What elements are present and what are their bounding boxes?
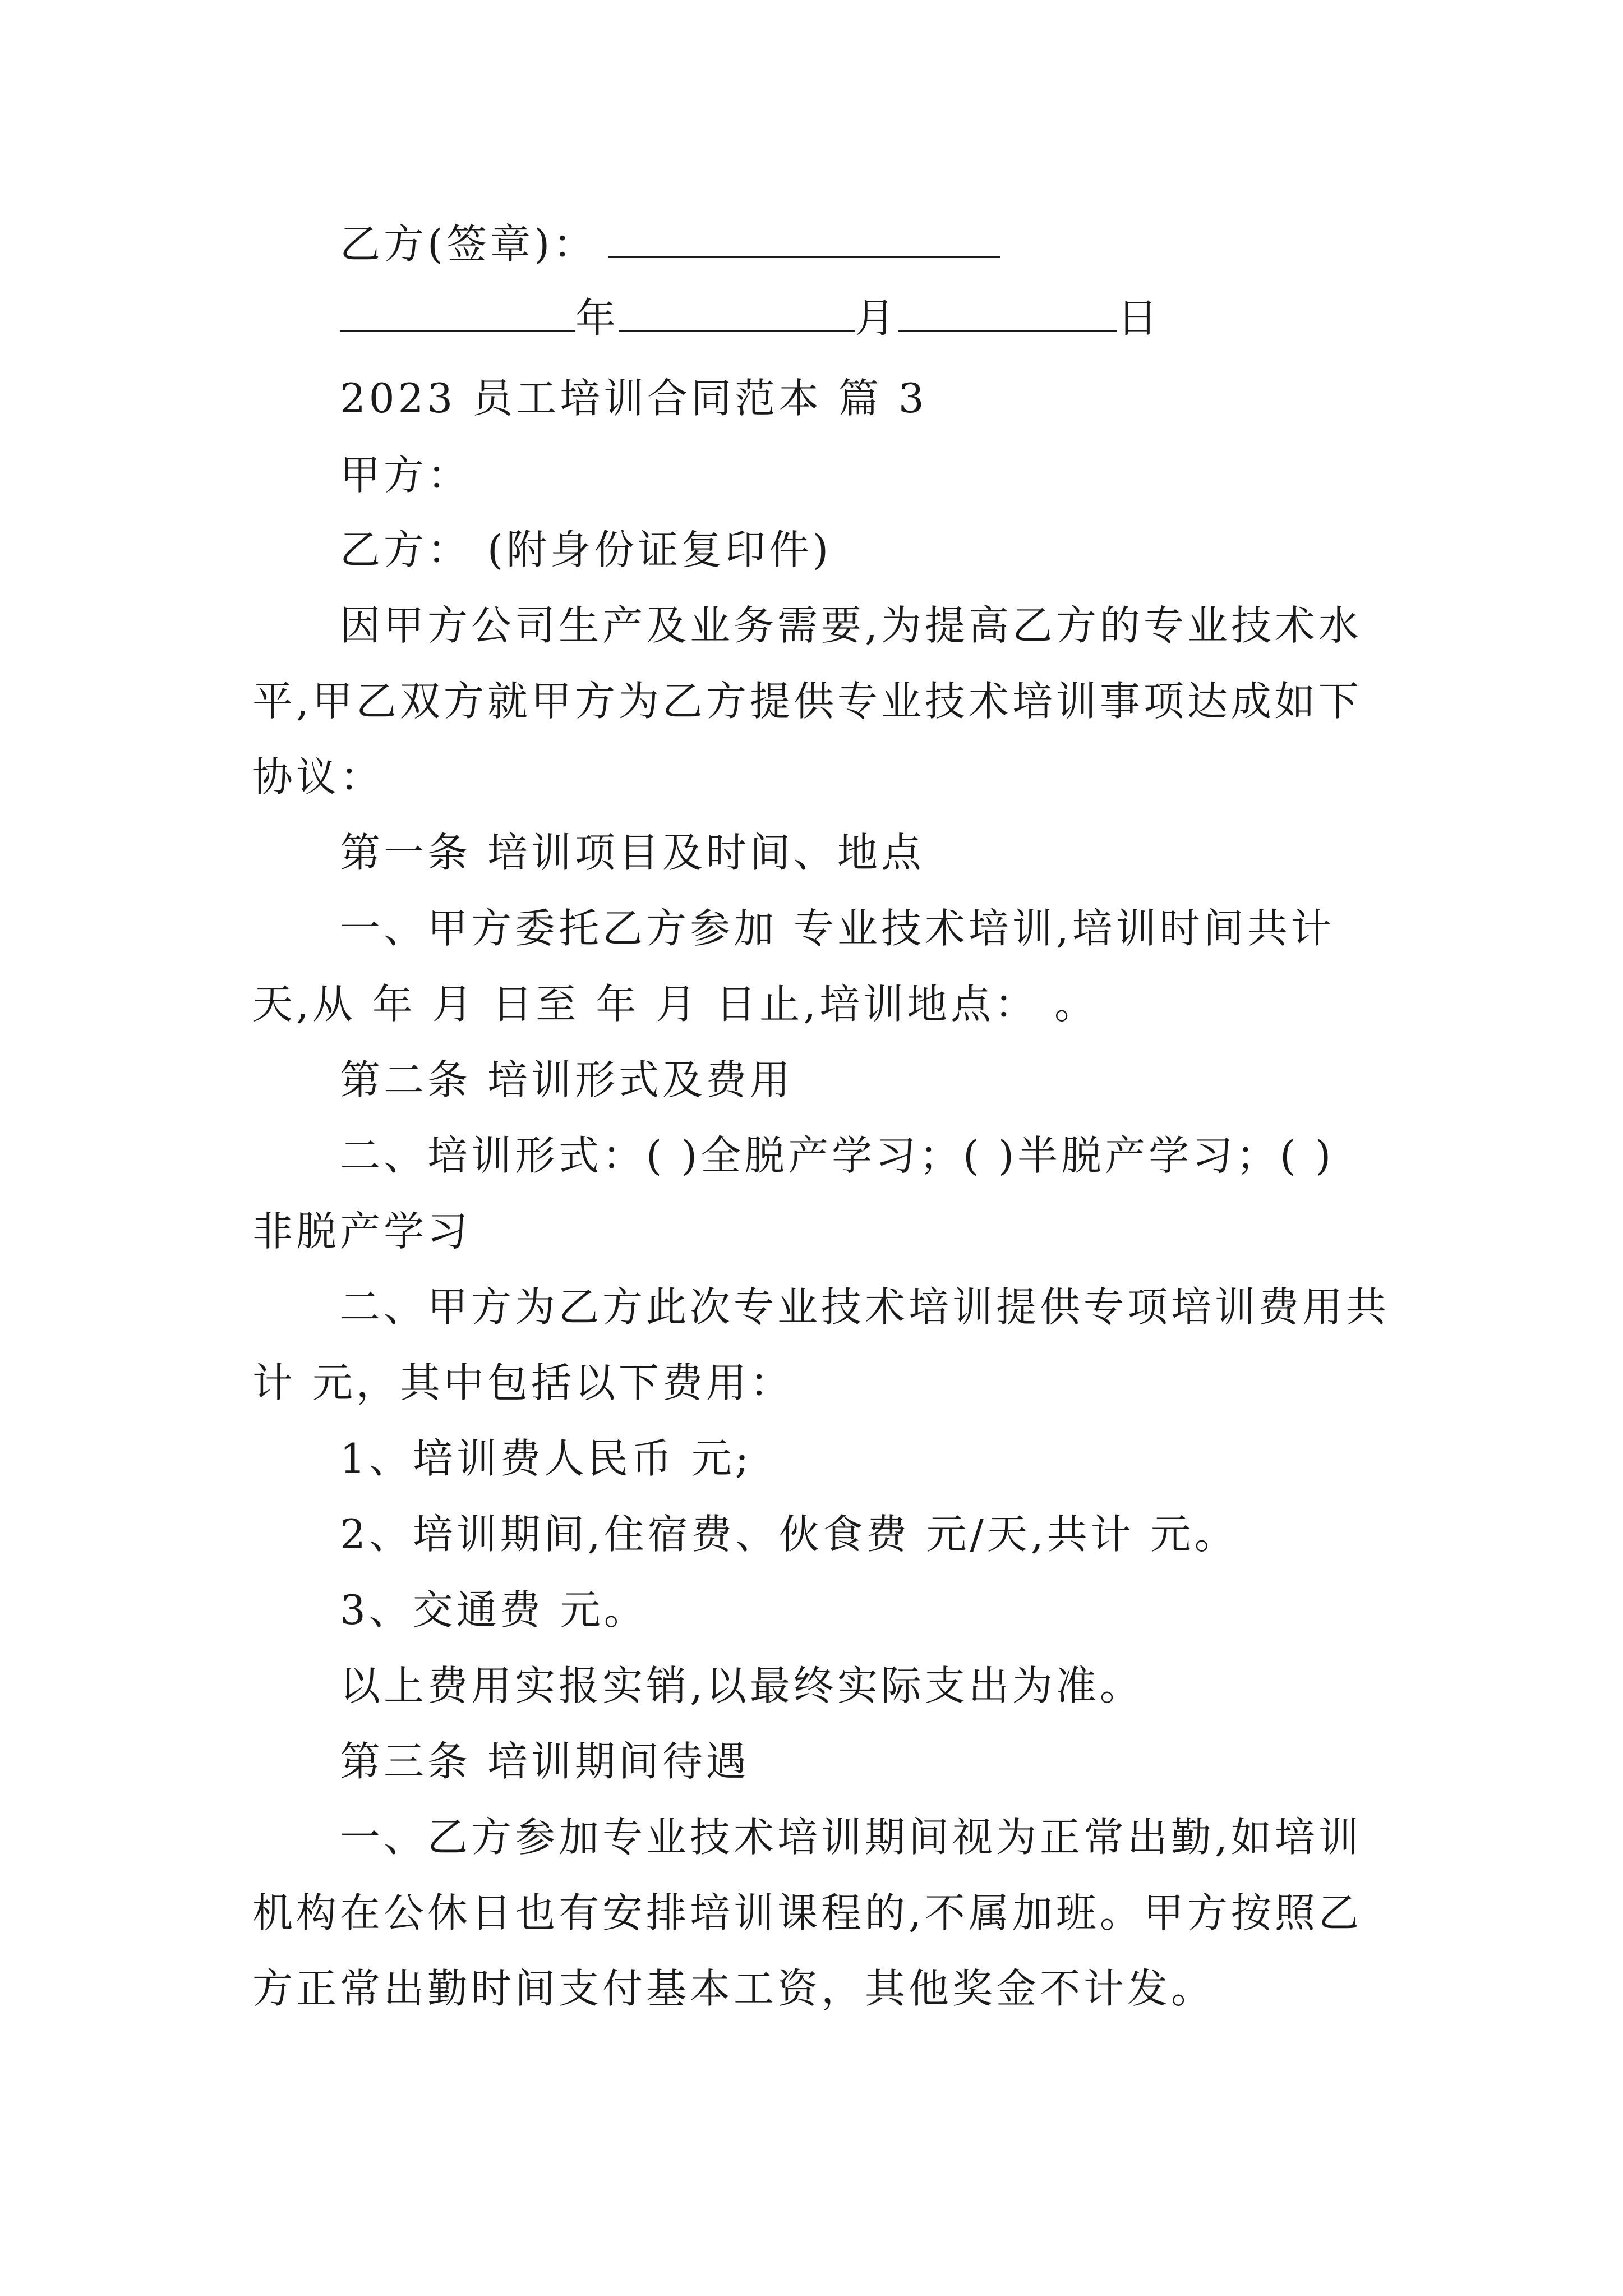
- article-2-title: 第二条 培训形式及费用: [340, 1056, 794, 1103]
- article-1-title: 第一条 培训项目及时间、地点: [340, 829, 925, 876]
- party-b-signature-label: 乙方(签章)：: [340, 220, 597, 268]
- training-form-line-1: 二、培训形式：( )全脱产学习；( )半脱产学习；( ): [340, 1132, 1335, 1179]
- fee-note: 以上费用实报实销,以最终实际支出为准。: [340, 1662, 1144, 1709]
- month-blank: [619, 296, 855, 332]
- article-3-title: 第三条 培训期间待遇: [340, 1738, 750, 1785]
- fee-item-1: 1、培训费人民币 元;: [340, 1435, 752, 1482]
- signature-blank: [608, 222, 1000, 258]
- training-cost-line-2: 计 元，其中包括以下费用：: [252, 1359, 794, 1406]
- contract-heading: 2023 员工培训合同范本 篇 3: [340, 375, 928, 422]
- article-3-item-1-line-3: 方正常出勤时间支付基本工资，其他奖金不计发。: [252, 1965, 1215, 2012]
- intro-line-3: 协议：: [252, 753, 384, 800]
- day-blank: [898, 296, 1117, 332]
- article-1-item-1-line-1: 一、甲方委托乙方参加 专业技术培训,培训时间共计: [340, 905, 1335, 952]
- party-b-signature-line: [340, 219, 1385, 269]
- training-cost-line-1: 二、甲方为乙方此次专业技术培训提供专项培训费用共: [340, 1283, 1390, 1331]
- training-form-line-2: 非脱产学习: [252, 1208, 472, 1255]
- fee-item-3: 3、交通费 元。: [340, 1586, 648, 1634]
- intro-line-2: 平,甲乙双方就甲方为乙方提供专业技术培训事项达成如下: [252, 678, 1362, 725]
- month-label: 月: [855, 295, 899, 342]
- party-a-line: 甲方：: [340, 452, 472, 499]
- article-3-item-1-line-1: 一、乙方参加专业技术培训期间视为正常出勤,如培训: [340, 1814, 1362, 1861]
- fee-item-2: 2、培训期间,住宿费、伙食费 元/天,共计 元。: [340, 1511, 1238, 1558]
- day-label: 日: [1117, 295, 1161, 342]
- date-line: [340, 293, 1385, 343]
- year-blank: [340, 296, 575, 332]
- article-1-item-1-line-2: 天,从 年 月 日至 年 月 日止,培训地点： 。: [252, 981, 1098, 1028]
- article-3-item-1-line-2: 机构在公休日也有安排培训课程的,不属加班。甲方按照乙: [252, 1889, 1362, 1936]
- intro-line-1: 因甲方公司生产及业务需要,为提高乙方的专业技术水: [340, 602, 1362, 649]
- year-label: 年: [575, 295, 620, 342]
- party-b-line: 乙方： (附身份证复印件): [340, 526, 832, 573]
